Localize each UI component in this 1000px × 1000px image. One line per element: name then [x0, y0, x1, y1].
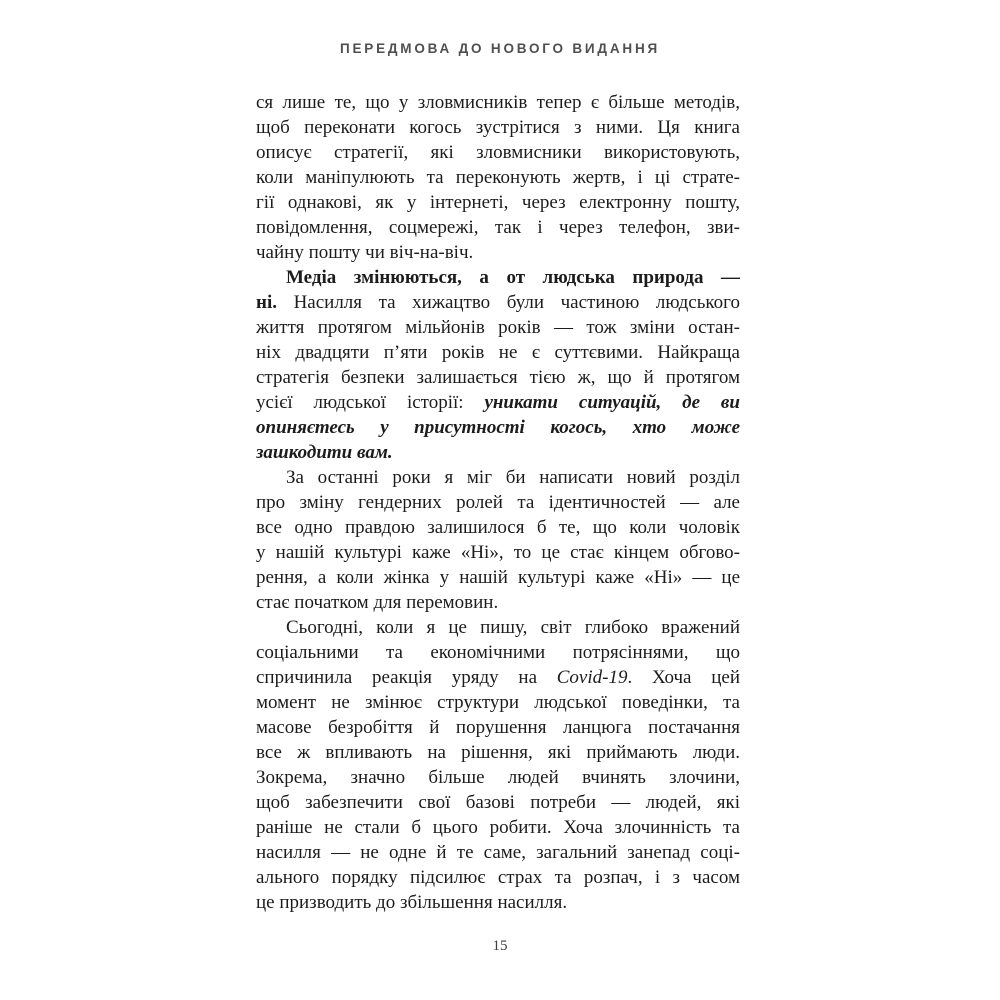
text-run: момент не змінює структури людської поведінки, та: [256, 692, 740, 713]
text-run: насилля — не одне й те саме, загальний занепад соці-: [256, 842, 740, 863]
text-line: [256, 365, 740, 390]
text-run: гії однакові, як у інтернеті, через електронну пошту,: [256, 192, 740, 213]
text-line: [256, 190, 740, 215]
text-line: [256, 590, 740, 615]
text-run: опиняєтесь у присутності когось, хто може: [256, 417, 740, 438]
text-line: [256, 290, 740, 315]
text-run: стає початком для перемовин.: [256, 592, 499, 613]
text-line: [256, 690, 740, 715]
text-run: коли маніпулюють та переконують жертв, і ці страте-: [256, 167, 740, 188]
paragraph: [256, 615, 740, 915]
body-text: [256, 90, 740, 915]
text-line: [256, 865, 740, 890]
text-line: [256, 140, 740, 165]
text-line: [256, 815, 740, 840]
text-run: зашкодити вам.: [256, 442, 393, 463]
text-run: . Хоча цей: [627, 667, 740, 688]
text-line: [256, 165, 740, 190]
running-head: ПЕРЕДМОВА ДО НОВОГО ВИДАННЯ: [339, 41, 661, 56]
text-run: уникати ситуацій, де ви: [484, 392, 740, 413]
text-line: [256, 515, 740, 540]
text-line: [256, 840, 740, 865]
text-line: [256, 765, 740, 790]
text-line: [256, 115, 740, 140]
text-run: Медіа змінюються, а от людська природа —: [286, 267, 740, 288]
text-line: [256, 490, 740, 515]
text-line: [256, 415, 740, 440]
text-line: [256, 790, 740, 815]
text-line: [256, 890, 740, 915]
text-run: ніх двадцяти п’яти років не є суттєвими. Найкраща: [256, 342, 740, 363]
text-run: Зокрема, значно більше людей вчинять злочини,: [256, 767, 740, 788]
text-run: ся лише те, що у зловмисників тепер є більше методів,: [256, 92, 740, 113]
text-line: [256, 440, 740, 465]
text-run: усієї людської історії:: [256, 392, 485, 413]
text-line: [256, 740, 740, 765]
text-run: це призводить до збільшення насилля.: [256, 892, 568, 913]
text-line: [256, 215, 740, 240]
text-run: все ж впливають на рішення, які приймають люди.: [256, 742, 740, 763]
text-run: Сьогодні, коли я це пишу, світ глибоко вражений: [286, 617, 740, 638]
text-line: [256, 315, 740, 340]
text-run: щоб забезпечити свої базові потреби — людей, які: [256, 792, 740, 813]
text-run: ні.: [256, 292, 277, 313]
text-line: [256, 565, 740, 590]
text-run: Covid-19: [556, 667, 628, 688]
text-run: чайну пошту чи віч-на-віч.: [256, 242, 474, 263]
text-run: описує стратегії, які зловмисники використовують,: [256, 142, 740, 163]
text-run: стратегія безпеки залишається тією ж, що й протягом: [256, 367, 740, 388]
text-run: Насилля та хижацтво були частиною людського: [276, 292, 740, 313]
page-number: 15: [492, 938, 508, 954]
text-run: про зміну гендерних ролей та ідентичностей — але: [256, 492, 740, 513]
text-line: [256, 640, 740, 665]
text-run: соціальними та економічними потрясіннями, що: [256, 642, 740, 663]
paragraph: [256, 465, 740, 615]
text-run: спричинила реакція уряду на: [256, 667, 557, 688]
text-line: [256, 340, 740, 365]
text-line: [256, 615, 740, 640]
text-run: все одно правдою залишилося б те, що коли чоловік: [256, 517, 740, 538]
paragraph: [256, 265, 740, 465]
text-run: масове безробіття й порушення ланцюга постачання: [256, 717, 740, 738]
text-line: [256, 390, 740, 415]
text-line: [256, 465, 740, 490]
text-run: повідомлення, соцмережі, так і через телефон, зви-: [256, 217, 740, 238]
text-run: життя протягом мільйонів років — тож зміни остан-: [256, 317, 740, 338]
text-line: [256, 715, 740, 740]
text-run: у нашій культурі каже «Ні», то це стає кінцем обгово-: [256, 542, 740, 563]
text-run: За останні роки я міг би написати новий розділ: [286, 467, 740, 488]
text-run: рення, а коли жінка у нашій культурі каже «Ні» — це: [256, 567, 740, 588]
text-line: [256, 240, 740, 265]
text-line: [256, 265, 740, 290]
paragraph: [256, 90, 740, 265]
text-run: ального порядку підсилює страх та розпач, і з часом: [256, 867, 740, 888]
text-run: щоб переконати когось зустрітися з ними. Ця книга: [256, 117, 740, 138]
text-line: [256, 540, 740, 565]
text-line: [256, 665, 740, 690]
text-run: раніше не стали б цього робити. Хоча злочинність та: [256, 817, 740, 838]
text-line: [256, 90, 740, 115]
